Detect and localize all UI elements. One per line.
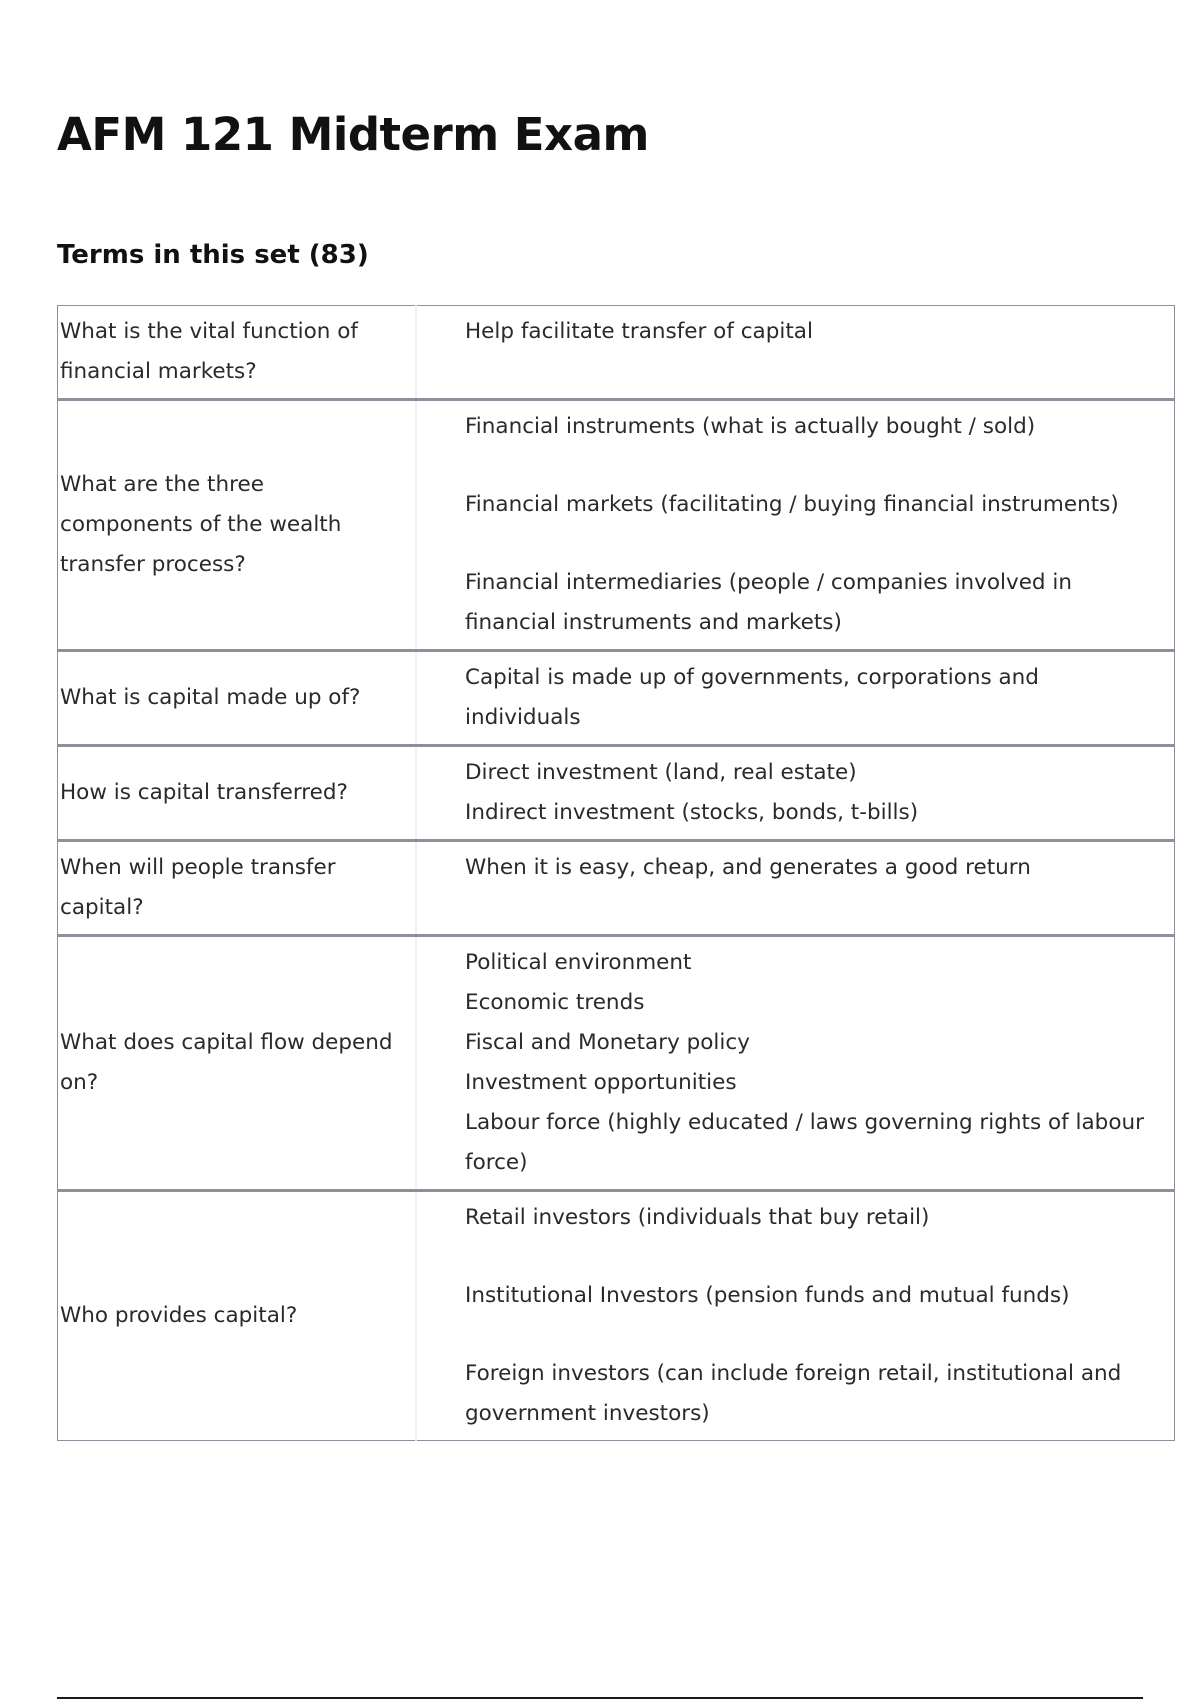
definition-cell [416, 841, 1175, 936]
terms-table [57, 305, 1175, 1441]
definition-line: Labour force (highly educated / laws governing rights of labour force) [465, 1110, 1144, 1175]
definition-cell [416, 1191, 1175, 1441]
definition-cell [416, 651, 1175, 746]
term-row [58, 651, 1175, 746]
definition-spacer [465, 1316, 1144, 1354]
terms-table-body [58, 306, 1175, 1441]
term-cell: What is capital made up of? [58, 651, 417, 746]
definition-line: Institutional Investors (pension funds and mutual funds) [465, 1283, 1070, 1308]
term-cell: What is the vital function of financial markets? [58, 306, 417, 400]
term-cell: When will people transfer capital? [58, 841, 417, 936]
terms-count-heading: Terms in this set (83) [57, 240, 369, 270]
definition-line: Economic trends [465, 990, 645, 1015]
definition-cell [416, 936, 1175, 1191]
definition-line: Foreign investors (can include foreign retail, institutional and government investors) [465, 1361, 1122, 1426]
definition-line: Financial intermediaries (people / companies involved in financial instruments and markets) [465, 570, 1073, 635]
definition-spacer [465, 447, 1144, 485]
term-cell: How is capital transferred? [58, 746, 417, 841]
definition-line: Investment opportunities [465, 1070, 737, 1095]
definition-line: Financial markets (facilitating / buying financial instruments) [465, 492, 1119, 517]
definition-line: Fiscal and Monetary policy [465, 1030, 750, 1055]
term-cell: What are the three components of the wealth transfer process? [58, 400, 417, 651]
term-cell: What does capital flow depend on? [58, 936, 417, 1191]
term-row [58, 306, 1175, 400]
term-row [58, 746, 1175, 841]
definition-line: Indirect investment (stocks, bonds, t-bills) [465, 800, 919, 825]
definition-cell [416, 306, 1175, 400]
definition-line: Retail investors (individuals that buy retail) [465, 1205, 930, 1230]
page-title: AFM 121 Midterm Exam [57, 108, 649, 161]
term-row [58, 936, 1175, 1191]
definition-line: When it is easy, cheap, and generates a good return [465, 855, 1031, 880]
term-row [58, 841, 1175, 936]
definition-spacer [465, 525, 1144, 563]
definition-line: Direct investment (land, real estate) [465, 760, 857, 785]
definition-spacer [465, 1238, 1144, 1276]
definition-cell [416, 746, 1175, 841]
term-cell: Who provides capital? [58, 1191, 417, 1441]
definition-line: Capital is made up of governments, corporations and individuals [465, 665, 1039, 730]
term-row [58, 400, 1175, 651]
definition-line: Help facilitate transfer of capital [465, 319, 813, 344]
definition-line: Political environment [465, 950, 692, 975]
definition-cell [416, 400, 1175, 651]
definition-line: Financial instruments (what is actually bought / sold) [465, 414, 1036, 439]
footer-divider [57, 1697, 1143, 1699]
term-row [58, 1191, 1175, 1441]
